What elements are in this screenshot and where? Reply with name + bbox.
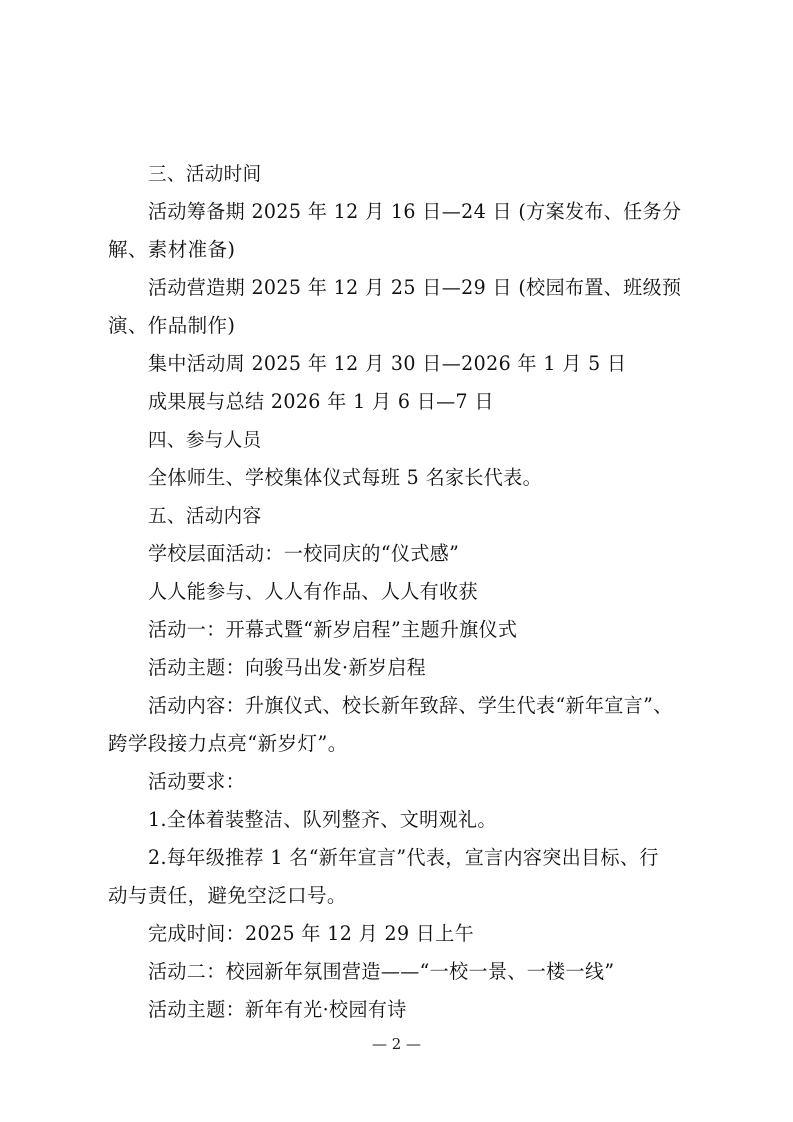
paragraph-line: 2.每年级推荐 1 名“新年宣言”代表，宣言内容突出目标、行 — [148, 846, 659, 869]
paragraph-line: 活动主题：新年有光·校园有诗 — [148, 998, 407, 1021]
paragraph-line: 跨学段接力点亮“新岁灯”。 — [108, 732, 348, 755]
paragraph-line: 人人能参与、人人有作品、人人有收获 — [148, 580, 478, 603]
section-heading-time: 三、活动时间 — [148, 163, 262, 185]
paragraph-line: 活动二：校园新年氛围营造——“一校一景、一楼一线” — [148, 960, 615, 983]
section-heading-content: 五、活动内容 — [148, 505, 262, 527]
paragraph-line: 活动一：开幕式暨“新岁启程”主题升旗仪式 — [148, 618, 518, 641]
paragraph-line: 活动筹备期 2025 年 12 月 16 日—24 日 (方案发布、任务分 — [148, 200, 682, 223]
paragraph-line: 活动主题：向骏马出发·新岁启程 — [148, 656, 427, 679]
paragraph-line: 成果展与总结 2026 年 1 月 6 日—7 日 — [148, 390, 494, 413]
paragraph-line: 演、作品制作) — [108, 314, 236, 337]
paragraph-line: 1.全体着装整洁、队列整齐、文明观礼。 — [148, 808, 497, 831]
page-number: — 2 — — [371, 1035, 422, 1053]
paragraph-line: 活动要求： — [148, 770, 246, 793]
paragraph-line: 全体师生、学校集体仪式每班 5 名家长代表。 — [148, 466, 543, 489]
paragraph-line: 动与责任，避免空泛口号。 — [108, 884, 347, 907]
paragraph-line: 活动内容：升旗仪式、校长新年致辞、学生代表“新年宣言”、 — [148, 694, 673, 717]
paragraph-line: 集中活动周 2025 年 12 月 30 日—2026 年 1 月 5 日 — [148, 352, 627, 375]
paragraph-line: 解、素材准备) — [108, 238, 236, 261]
paragraph-line: 活动营造期 2025 年 12 月 25 日—29 日 (校园布置、班级预 — [148, 276, 682, 299]
section-heading-participants: 四、参与人员 — [148, 429, 262, 451]
paragraph-line: 完成时间：2025 年 12 月 29 日上午 — [148, 922, 475, 945]
paragraph-line: 学校层面活动：一校同庆的“仪式感” — [148, 542, 460, 565]
